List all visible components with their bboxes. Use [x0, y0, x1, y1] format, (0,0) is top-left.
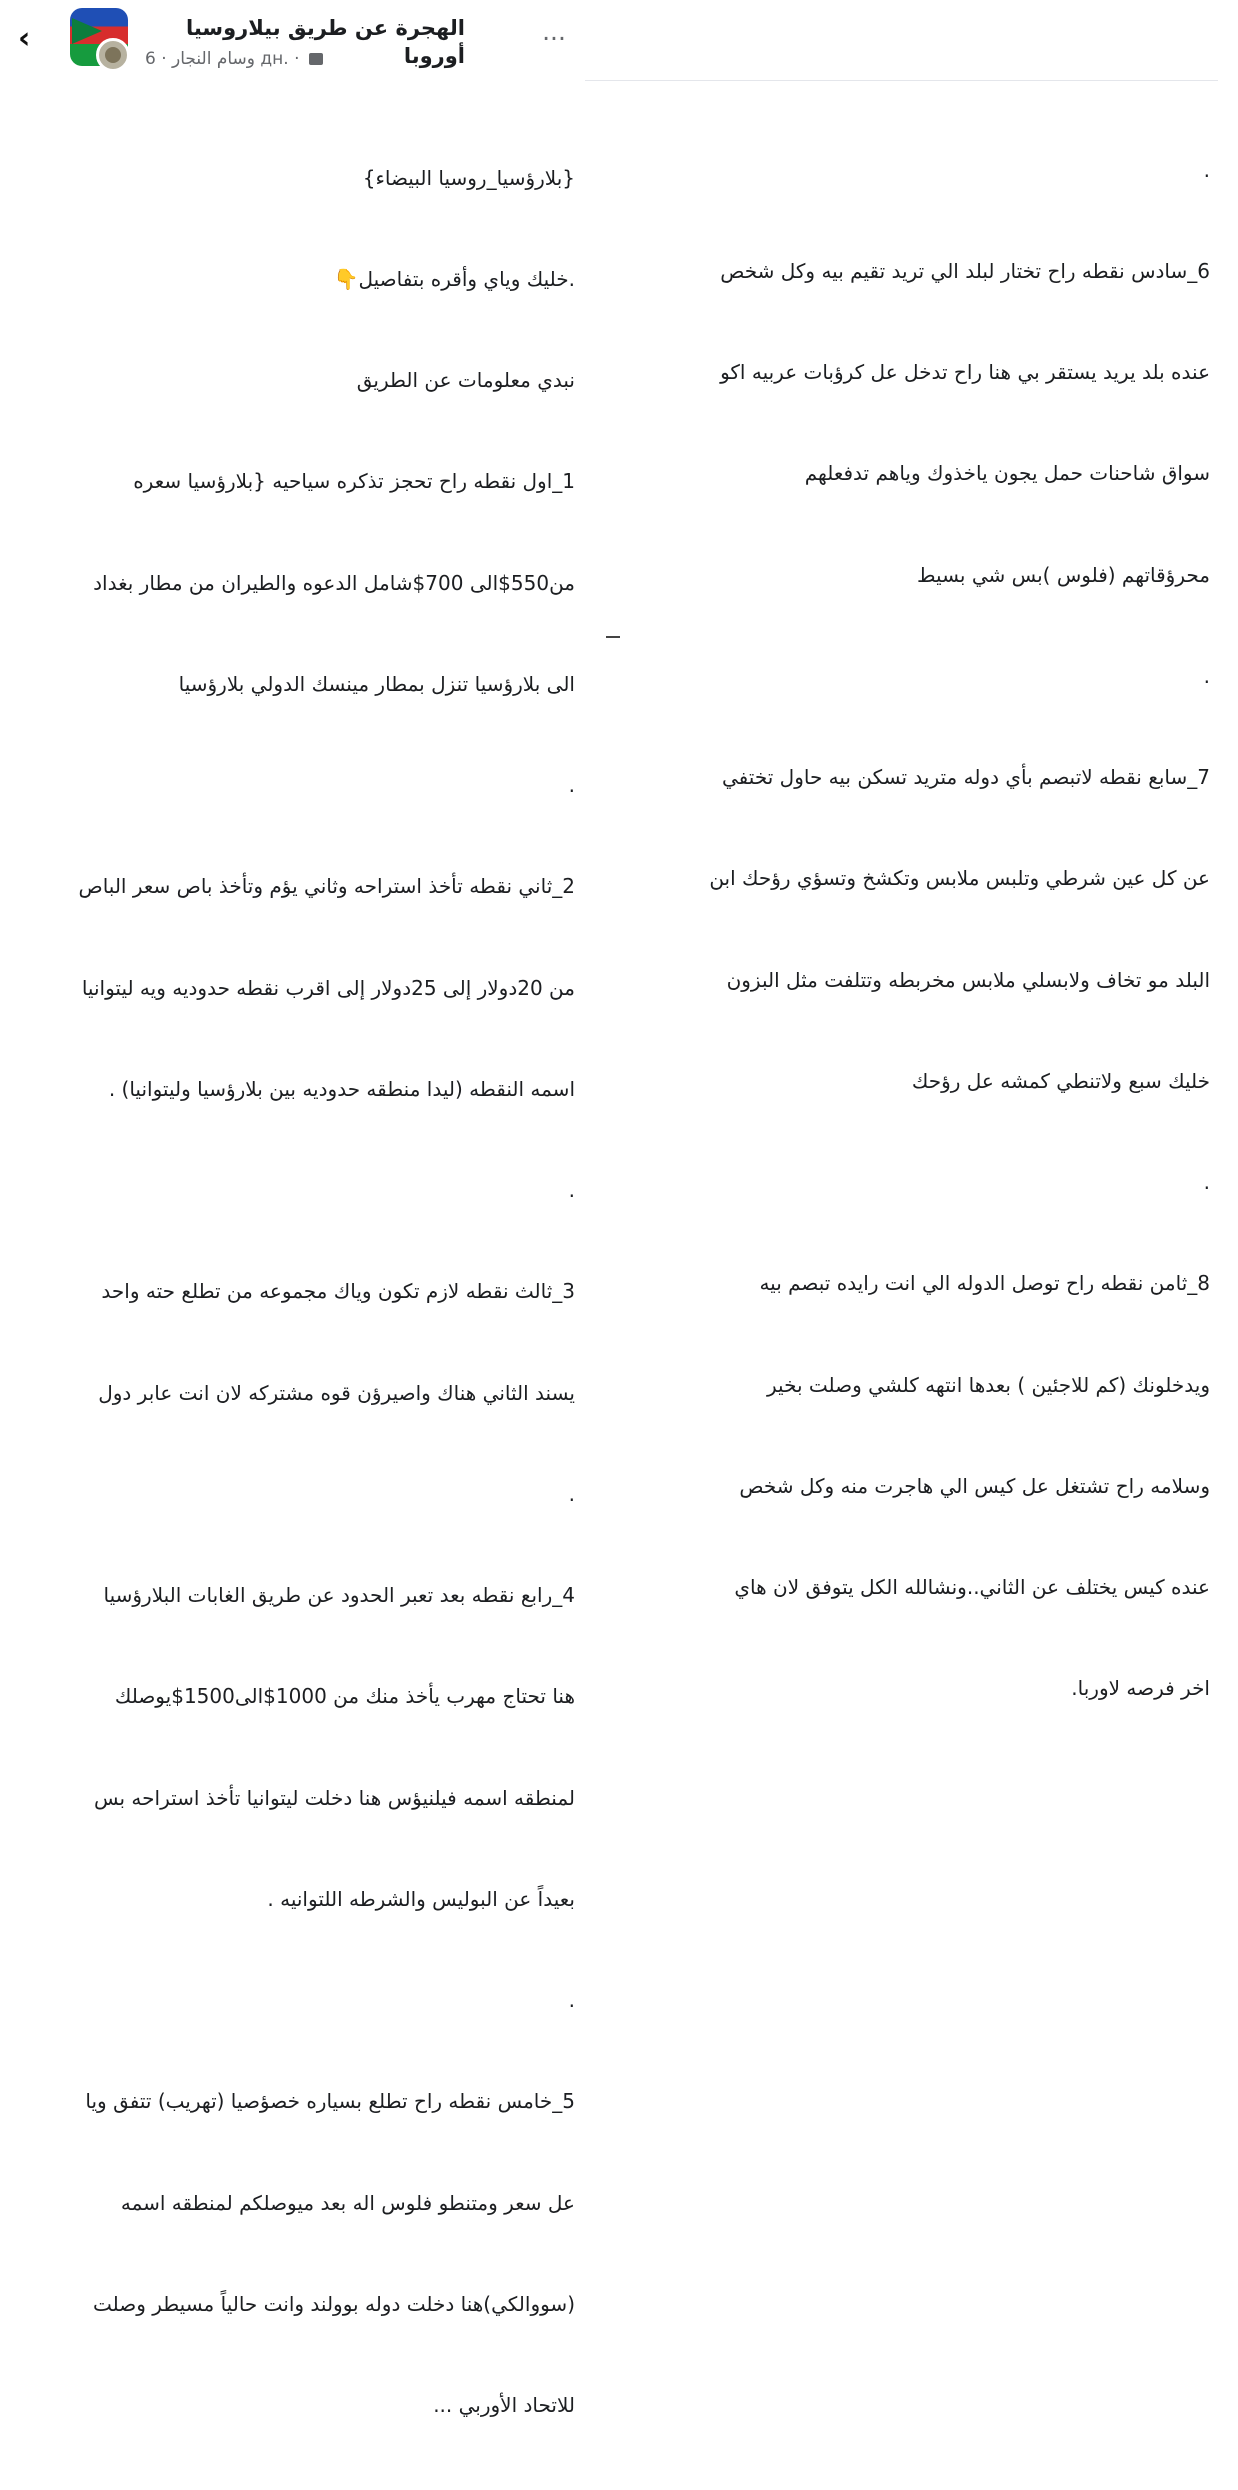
post-line: خليك سبع ولاتنطي كمشه عل رؤحك [911, 1068, 1210, 1093]
post-line: البلد مو تخاف ولابسلي ملابس مخربطه وتتلفت مثل البزون [726, 967, 1210, 992]
post-line: 7_سابع نقطه لاتبصم بأي دوله متريد تسكن بيه حاول تختفي [722, 765, 1210, 789]
post-line: 2_ثاني نقطه تأخذ استراحه وثاني يؤم وتأخذ باص سعر الباص [78, 874, 575, 899]
post-line: اسمه النقطه (ليدا منطقه حدوديه بين بلارؤسيا وليتوانيا) . [108, 1076, 575, 1101]
author-avatar[interactable] [96, 38, 130, 72]
post-line: من550$الى 700$شامل الدعوه والطيران من مطار بغداد [93, 570, 575, 595]
post-line: يسند الثاني هناك واصيرؤن قوه مشتركه لان انت عابر دول [98, 1380, 575, 1405]
panel-divider [585, 80, 1218, 81]
post-line: سواق شاحنات حمل يجون ياخذوك وياهم تدفعلهم [804, 461, 1210, 486]
post-line: (سووالكي)هنا دخلت دوله بوولند وانت حالياً مسيطر وصلت [92, 2291, 575, 2316]
post-line: . [1203, 1170, 1210, 1194]
post-line: 8_ثامن نقطه راح توصل الدوله الي انت رايده تبصم بيه [759, 1271, 1210, 1296]
post-line: . [568, 773, 575, 797]
post-text-left [15, 94, 575, 2490]
flag-triangle-icon [72, 18, 102, 44]
left-screenshot-panel [0, 0, 590, 2417]
post-line: 5_خامس نقطه راح تطلع بسياره خصؤصيا (تهريب) تتفق ويا [85, 2089, 575, 2114]
chevron-left-icon[interactable]: ‹ [18, 21, 31, 56]
post-line: وسلامه راح تشتغل عل كيس الي هاجرت منه وكل شخص [739, 1473, 1210, 1498]
post-line: 3_ثالث نقطه لازم تكون وياك مجموعه من تطلع حته واحد [101, 1279, 575, 1304]
right-screenshot-panel [600, 0, 1238, 1701]
post-line: ويدخلونك (كم للاجئين ) بعدها انتهه كلشي وصلت بخير [767, 1372, 1210, 1397]
author-avatar-icon [105, 47, 121, 63]
group-name[interactable]: الهجرة عن طريق بيلاروسيا أوروبا [185, 16, 465, 68]
post-line: 4_رابع نقطه بعد تعبر الحدود عن طريق الغابات البلارؤسيا [103, 1583, 575, 1607]
panel-gap [590, 0, 600, 895]
post-line: لمنطقه اسمه فيلنيؤس هنا دخلت ليتوانيا تأخذ استراحه بس [94, 1785, 575, 1810]
post-line: . [1203, 157, 1210, 182]
post-line: عنده بلد يريد يستقر بي هنا راح تدخل عل كرؤبات عربيه اكو [720, 360, 1210, 384]
post-line: للاتحاد الأوربي ... [433, 2393, 575, 2417]
post-line: . [568, 1178, 575, 1202]
dash-mark [606, 636, 620, 638]
post-line: هنا تحتاج مهرب يأخذ منك من 1000$الى1500$يوصلك [114, 1684, 575, 1709]
more-dots-icon[interactable]: ... [542, 17, 566, 46]
post-line: عنده كيس يختلف عن الثاني..ونشالله الكل يتوفق لان هاي [734, 1575, 1210, 1599]
post-line: عن كل عين شرطي وتلبس ملابس وتكشخ وتسؤي رؤحك ابن [709, 866, 1210, 891]
post-line: بعيداً عن البوليس والشرطه اللتوانيه . [267, 1886, 575, 1911]
post-line: . [568, 1481, 575, 1506]
post-line: {بلارؤسيا_روسيا البيضاء} [362, 165, 575, 190]
post-line: عل سعر ومتنطو فلوس اله بعد ميوصلكم لمنطقه اسمه [120, 2190, 575, 2215]
post-line: من 20دولار إلى 25دولار إلى اقرب نقطه حدوديه ويه ليتوانيا [81, 975, 575, 1000]
people-icon [309, 53, 323, 65]
post-meta [145, 48, 355, 70]
post-text-right [608, 86, 1210, 1774]
post-header [0, 0, 590, 82]
post-line: 1_اول نقطه راح تحجز تذكره سياحيه {بلارؤسيا سعره [133, 469, 575, 494]
post-line: .خليك وياي وأقره بتفاصيل👇 [333, 266, 575, 291]
post-line: . [568, 1988, 575, 2012]
post-line: اخر فرصه لاوربا. [1071, 1676, 1210, 1701]
author-and-time: وسام النجار · 6 дн. · [145, 49, 305, 69]
post-line: نبدي معلومات عن الطريق [356, 368, 575, 392]
post-line: محرؤقاتهم (فلوس )بس شي بسيط [917, 562, 1210, 587]
post-line: الى بلارؤسيا تنزل بمطار مينسك الدولي بلارؤسيا [178, 671, 575, 696]
post-line: . [1203, 663, 1210, 688]
post-line: 6_سادس نقطه راح تختار لبلد الي تريد تقيم بيه وكل شخص [720, 258, 1210, 283]
